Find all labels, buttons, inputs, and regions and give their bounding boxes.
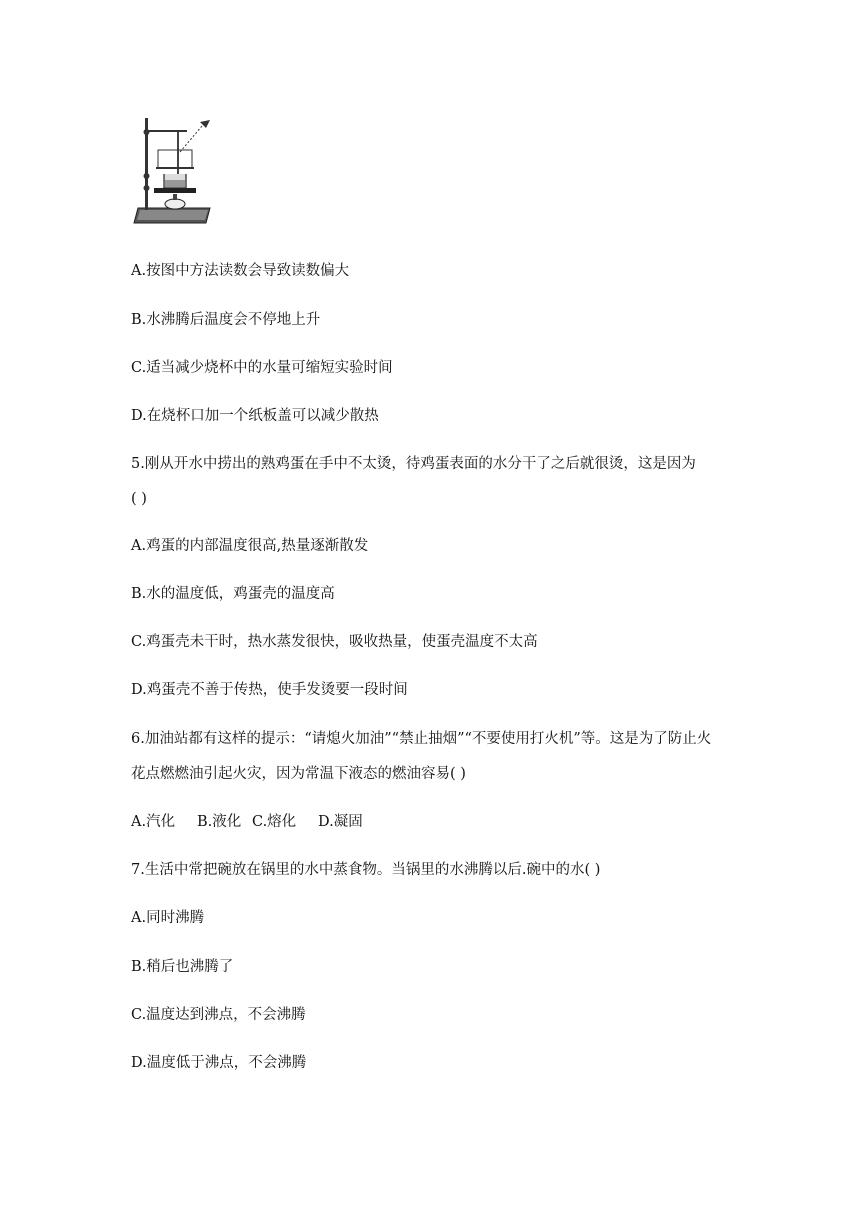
q5-option-c: C.鸡蛋壳未干时，热水蒸发很快，吸收热量，使蛋壳温度不太高 <box>131 634 538 650</box>
q7-option-d: D.温度低于沸点，不会沸腾 <box>131 1055 307 1071</box>
q6-stem-line1: 6.加油站都有这样的提示：“请熄火加油”“禁止抽烟”“不要使用打火机”等。这是为了防止火 <box>131 731 712 747</box>
q5-stem-line1: 5.刚从开水中捞出的熟鸡蛋在手中不太烫，待鸡蛋表面的水分干了之后就很烫，这是因为 <box>131 456 696 472</box>
q6-option-c: C.熔化 <box>252 814 297 830</box>
q6-stem-line2: 花点燃燃油引起火灾，因为常温下液态的燃油容易( ) <box>131 766 466 782</box>
q7-option-a: A.同时沸腾 <box>131 910 205 926</box>
q4-option-a: A.按图中方法读数会导致读数偏大 <box>131 263 350 279</box>
q5-option-a: A.鸡蛋的内部温度很高,热量逐渐散发 <box>131 538 369 554</box>
q6-option-a: A.汽化 <box>131 814 176 830</box>
q5-option-b: B.水的温度低，鸡蛋壳的温度高 <box>131 586 335 602</box>
q6-options-row <box>131 812 363 832</box>
q5-option-d: D.鸡蛋壳不善于传热，使手发烫要一段时间 <box>131 682 408 698</box>
q6-option-d: D.凝固 <box>318 814 363 830</box>
q4-option-b: B.水沸腾后温度会不停地上升 <box>131 312 321 328</box>
q7-option-b: B.稍后也沸腾了 <box>131 959 234 975</box>
q4-option-c: C.适当减少烧杯中的水量可缩短实验时间 <box>131 360 393 376</box>
q4-option-d: D.在烧杯口加一个纸板盖可以减少散热 <box>131 408 379 424</box>
q7-option-c: C.温度达到沸点，不会沸腾 <box>131 1007 306 1023</box>
q7-stem: 7.生活中常把碗放在锅里的水中蒸食物。当锅里的水沸腾以后.碗中的水( ) <box>131 862 601 878</box>
q6-option-b: B.液化 <box>197 814 242 830</box>
experiment-apparatus-figure <box>130 112 218 230</box>
q5-stem-line2: ( ) <box>131 491 147 507</box>
